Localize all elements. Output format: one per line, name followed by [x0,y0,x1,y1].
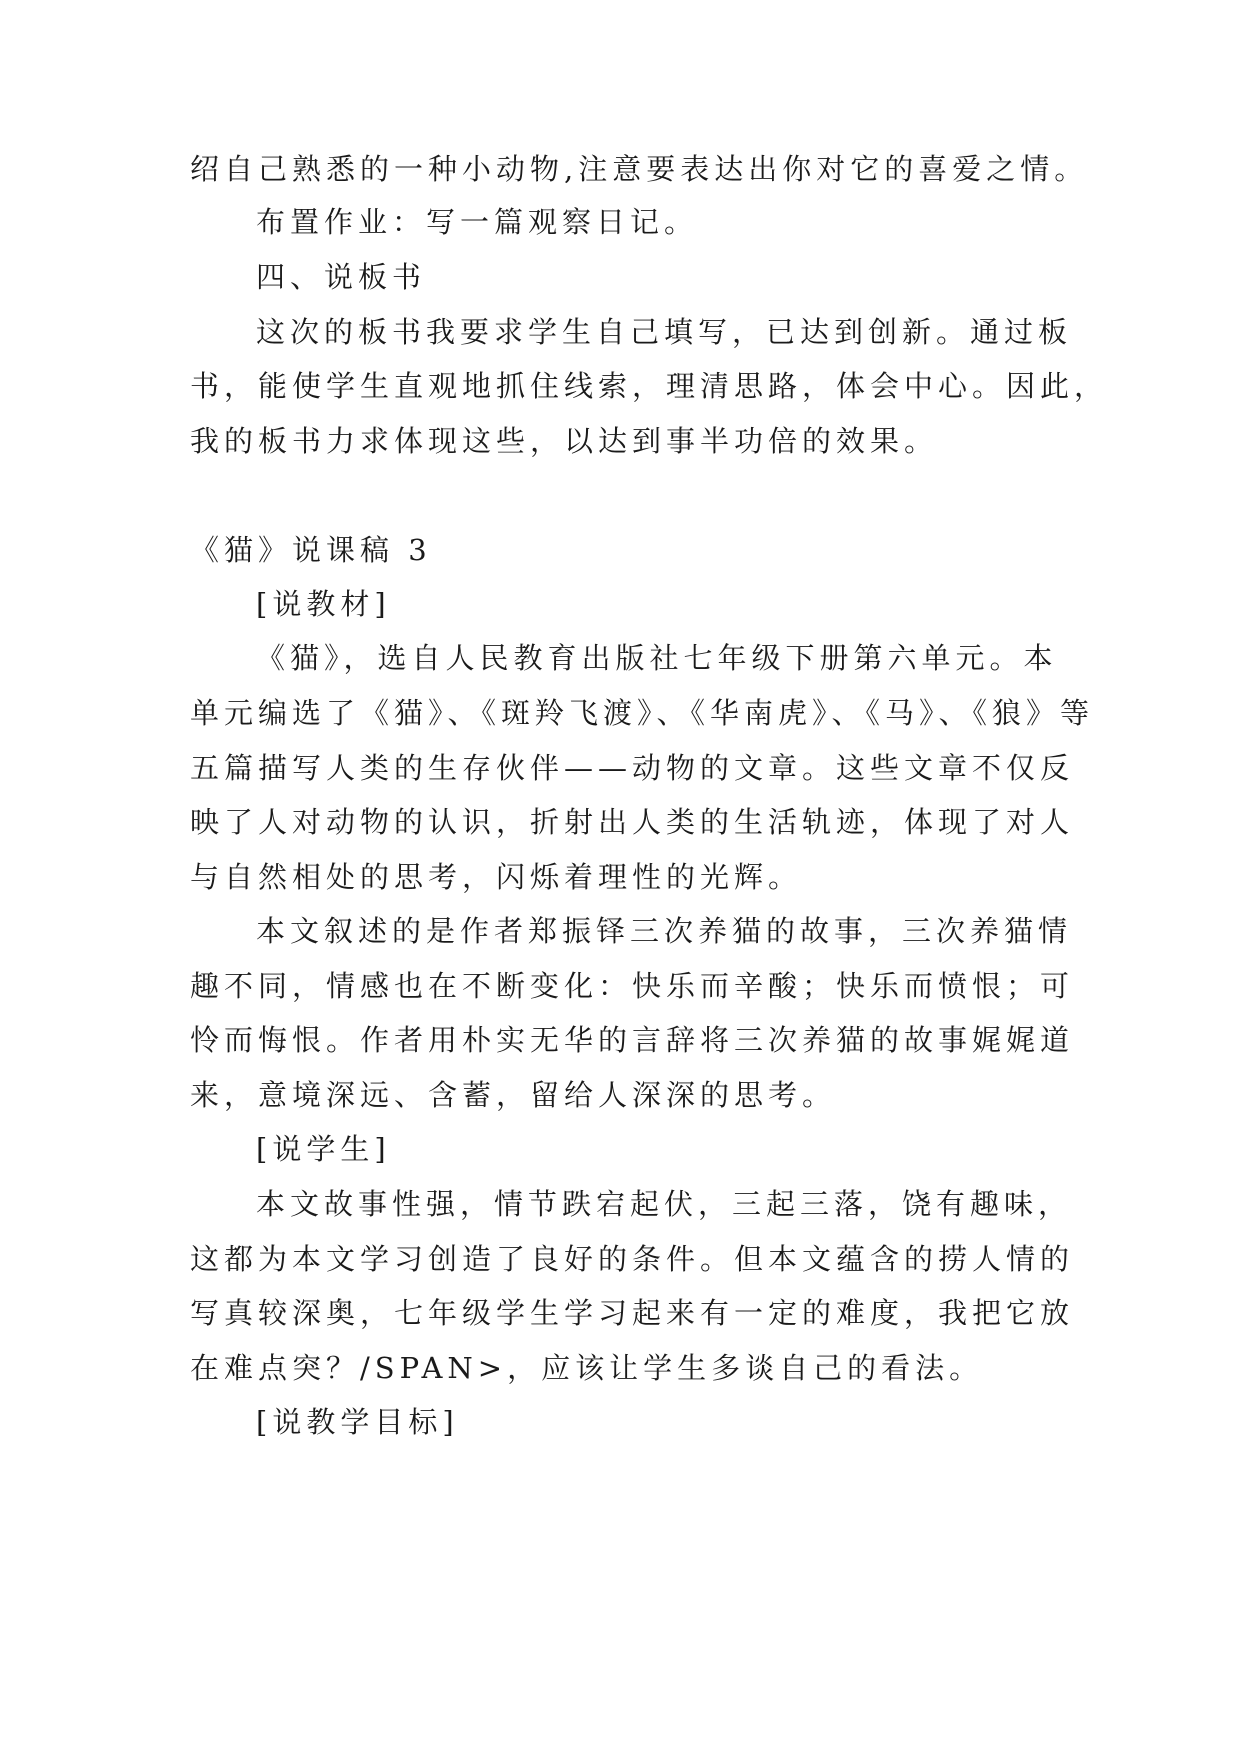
section-heading: [说教材] [256,587,391,621]
section-heading: 四、说板书 [256,260,427,294]
body-text-line: 来，意境深远、含蓄，留给人深深的思考。 [190,1078,837,1112]
body-text-line: 怜而悔恨。作者用朴实无华的言辞将三次养猫的故事娓娓道 [190,1023,1075,1057]
document-title: 《猫》说课稿 3 [190,533,432,567]
section-heading: [说学生] [256,1132,391,1166]
body-text-line: 本文叙述的是作者郑振铎三次养猫的故事，三次养猫情 [256,914,1073,948]
body-text-line: 本文故事性强，情节跌宕起伏，三起三落，饶有趣味， [256,1187,1073,1221]
body-text-line: 与自然相处的思考，闪烁着理性的光辉。 [190,860,803,894]
body-text-line: 在难点突？/SPAN>，应该让学生多谈自己的看法。 [190,1351,984,1385]
body-text-line: 五篇描写人类的生存伙伴——动物的文章。这些文章不仅反 [190,751,1075,785]
body-text-line: 布置作业：写一篇观察日记。 [256,205,699,239]
body-text-line: 这次的板书我要求学生自己填写，已达到创新。通过板 [256,315,1073,349]
body-text-line: 书，能使学生直观地抓住线索，理清思路，体会中心。因此， [190,369,1109,403]
body-text-line: 《猫》，选自人民教育出版社七年级下册第六单元。本 [256,641,1058,675]
body-text-line: 映了人对动物的认识，折射出人类的生活轨迹，体现了对人 [190,805,1075,839]
body-text-line: 单元编选了《猫》、《斑羚飞渡》、《华南虎》、《马》、《狼》等 [190,696,1095,730]
body-text-line: 趣不同，情感也在不断变化：快乐而辛酸；快乐而愤恨；可 [190,969,1075,1003]
body-text-line: 这都为本文学习创造了良好的条件。但本文蕴含的捞人情的 [190,1242,1075,1276]
body-text-line: 写真较深奥，七年级学生学习起来有一定的难度，我把它放 [190,1296,1075,1330]
body-text-line: 我的板书力求体现这些，以达到事半功倍的效果。 [190,424,939,458]
body-text-line: 绍自己熟悉的一种小动物,注意要表达出你对它的喜爱之情。 [190,152,1089,186]
section-heading: [说教学目标] [256,1405,459,1439]
